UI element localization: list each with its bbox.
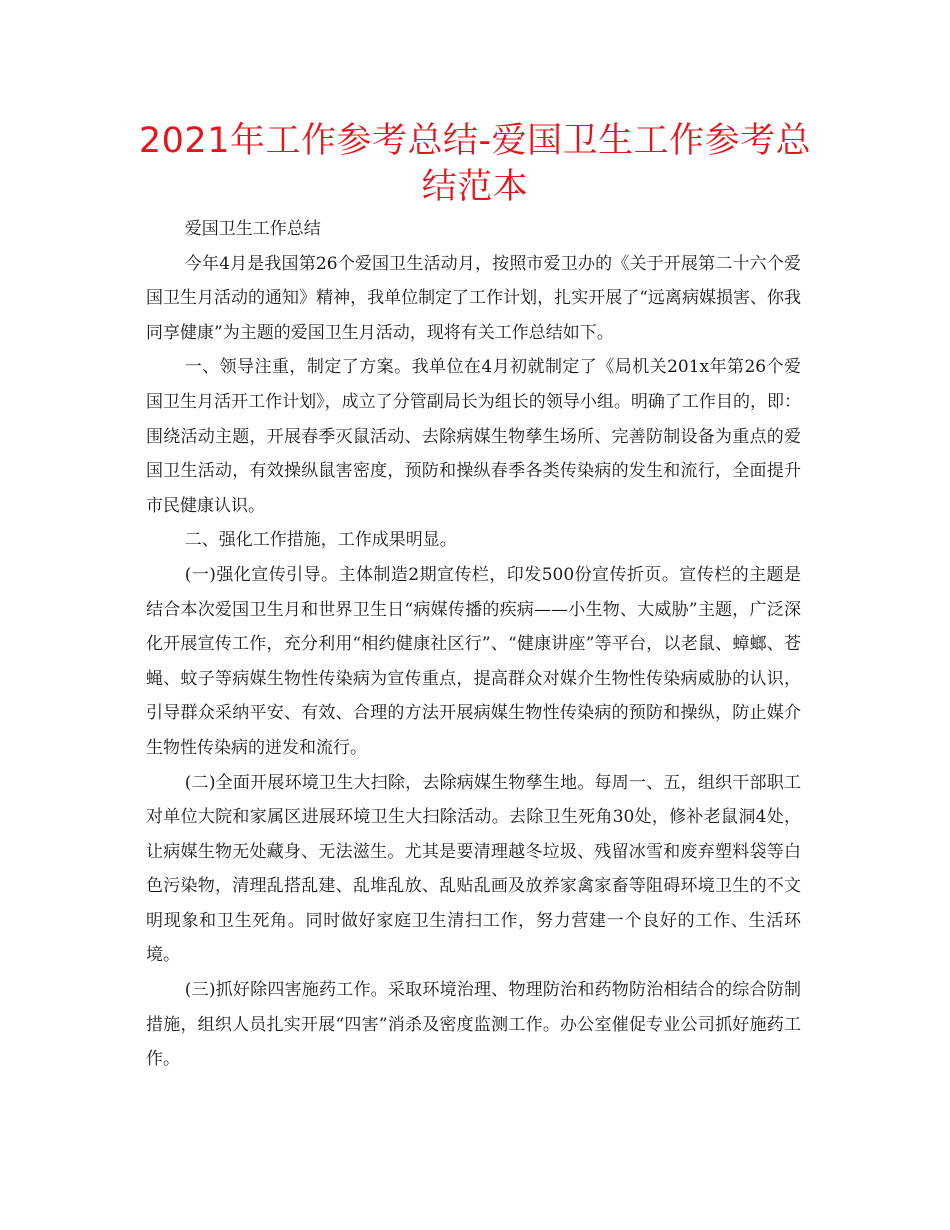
paragraph-cleanup: (二)全面开展环境卫生大扫除，去除病媒生物孳生地。每周一、五，组织干部职工对单位大院和家属区进展环境卫生大扫除活动。去除卫生死角30处，修补老鼠洞4处，让病媒生物无处藏身、无法滋生。尤其是要清理越冬垃圾、残留冰雪和废弃塑料袋等白色污染物，清理乱搭乱建、乱堆乱放、乱贴乱画及放养家禽家畜等阻碍环境卫生的不文明现象和卫生死角。同时做好家庭卫生清扫工作，努力营建一个良好的工作、生活环境。 — [146, 772, 801, 966]
section-heading: 爱国卫生工作总结 — [184, 219, 321, 239]
paragraph-leadership: 一、领导注重，制定了方案。我单位在4月初就制定了《局机关201x年第26个爱国卫生月活开工作计划》，成立了分管副局长为组长的领导小组。明确了工作目的，即：围绕活动主题，开展春季灭鼠活动、去除病媒生物孳生场所、完善防制设备为重点的爱国卫生活动，有效操纵鼠害密度，预防和操纵春季各类传染病的发生和流行，全面提升市民健康认识。 — [146, 357, 801, 516]
paragraph-publicity: (一)强化宣传引导。主体制造2期宣传栏，印发500份宣传折页。宣传栏的主题是结合本次爱国卫生月和世界卫生日“病媒传播的疾病——小生物、大威胁”主题，广泛深化开展宣传工作，充分利用“相约健康社区行”、“健康讲座”等平台，以老鼠、蟑螂、苍蝇、蚊子等病媒生物性传染病为宣传重点，提高群众对媒介生物性传染病威胁的认识，引导群众采纳平安、有效、合理的方法开展病媒生物性传染病的预防和操纵，防止媒介生物性传染病的迸发和流行。 — [146, 564, 801, 758]
document-body — [146, 212, 801, 1077]
paragraph-measures-heading: 二、强化工作措施，工作成果明显。 — [184, 530, 457, 551]
document-title: 2021年工作参考总结-爱国卫生工作参考总结范本 — [138, 121, 812, 207]
paragraph-intro: 今年4月是我国第26个爱国卫生活动月，按照市爱卫办的《关于开展第二十六个爱国卫生月活动的通知》精神，我单位制定了工作计划，扎实开展了“远离病媒损害、你我同享健康”为主题的爱国卫生月活动，现将有关工作总结如下。 — [146, 253, 801, 343]
paragraph-pest-control: (三)抓好除四害施药工作。采取环境治理、物理防治和药物防治相结合的综合防制措施，组织人员扎实开展“四害”消杀及密度监测工作。办公室催促专业公司抓好施药工作。 — [146, 980, 801, 1070]
